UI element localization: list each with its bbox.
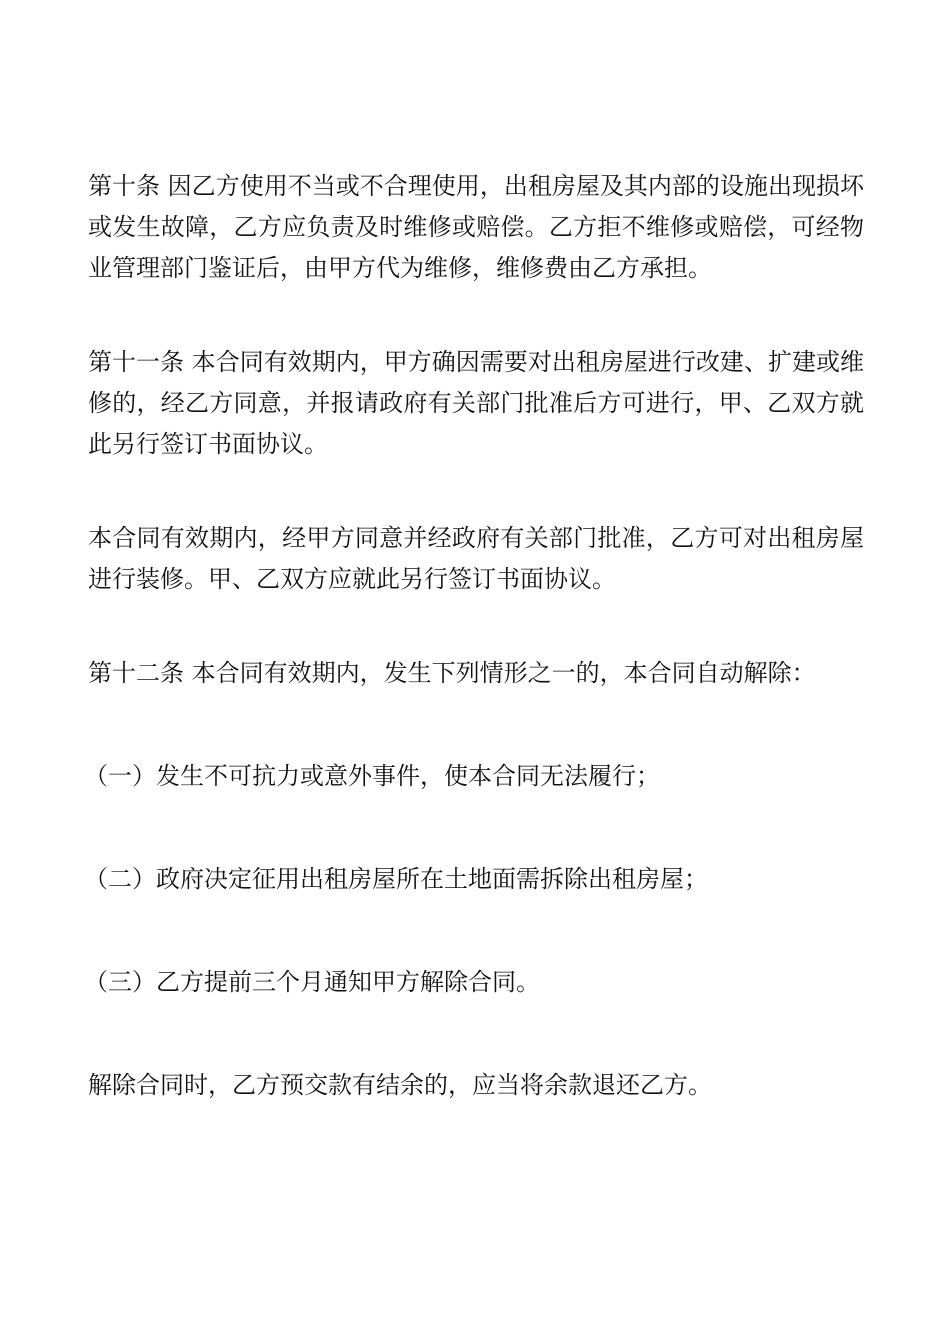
paragraph-spacer (88, 694, 864, 756)
article-12-paragraph: 第十二条 本合同有效期内，发生下列情形之一的，本合同自动解除： (88, 659, 816, 687)
refund-paragraph: 解除合同时，乙方预交款有结余的，应当将余款退还乙方。 (88, 1071, 712, 1099)
termination-item-2: （二）政府决定征用出租房屋所在土地面需拆除出租房屋； (84, 865, 708, 893)
article-11-paragraph: 第十一条 本合同有效期内，甲方确因需要对出租房屋进行改建、扩建或维修的，经乙方同意，并报请政府有关部门批准后方可进行，甲、乙双方就此另行签订书面协议。 (88, 348, 864, 458)
paragraph-spacer (88, 797, 864, 859)
document-body (84, 166, 864, 1106)
termination-item-3: （三）乙方提前三个月通知甲方解除合同。 (84, 968, 540, 996)
paragraph-spacer (88, 465, 864, 518)
paragraph-spacer (88, 900, 864, 962)
paragraph-spacer (88, 289, 864, 342)
renovation-paragraph: 本合同有效期内，经甲方同意并经政府有关部门批准，乙方可对出租房屋进行装修。甲、乙双方应就此另行签订书面协议。 (88, 524, 864, 593)
article-10-paragraph: 第十条 因乙方使用不当或不合理使用，出租房屋及其内部的设施出现损坏或发生故障，乙方应负责及时维修或赔偿。乙方拒不维修或赔偿，可经物业管理部门鉴证后，由甲方代为维修，维修费由乙方承担。 (88, 172, 864, 282)
paragraph-spacer (88, 1003, 864, 1065)
paragraph-spacer (88, 600, 864, 653)
termination-item-1: （一）发生不可抗力或意外事件，使本合同无法履行； (84, 762, 660, 790)
